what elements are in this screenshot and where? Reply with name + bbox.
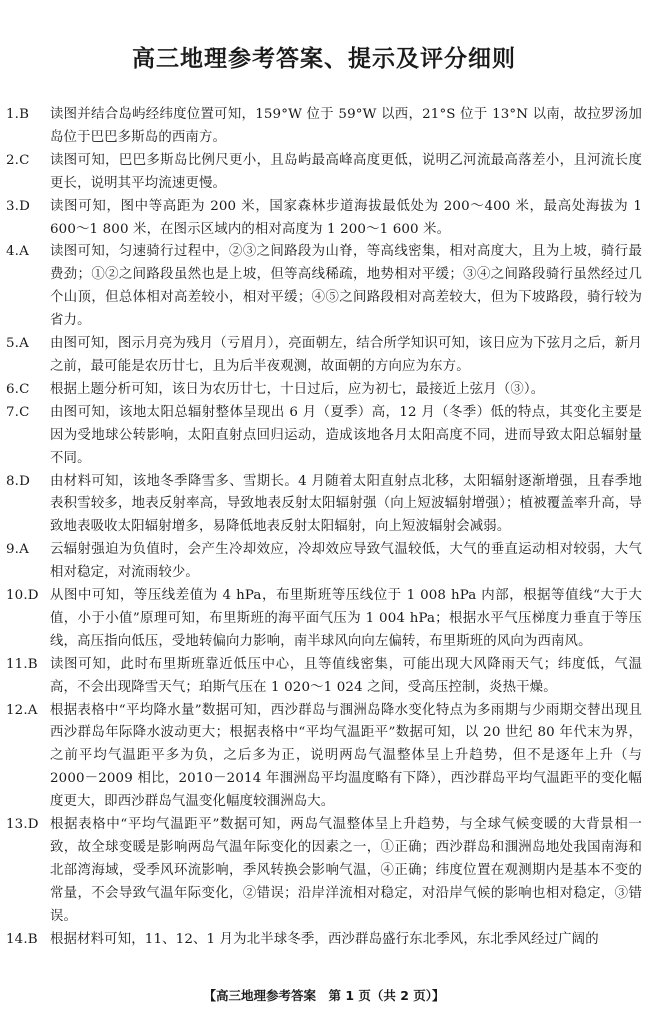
answer-number: 6.C xyxy=(6,381,30,397)
answer-explanation: 由材料可知，该地冬季降雪多、雪期长。4 月随着太阳直射点北移，太阳辐射逐渐增强，且春季地表积雪较多，地表反射率高，导致地表反射太阳辐射强（向上短波辐射增强）；植被覆盖率升高，导致地表吸收太阳辐射增多，易降低地表反射太阳辐射，向上短波辐射会减弱。 xyxy=(50,473,642,535)
page-footer: 【高三地理参考答案 第 1 页（共 2 页）】 xyxy=(203,988,445,1003)
answer-number: 9.A xyxy=(6,542,29,558)
answer-item xyxy=(6,104,642,150)
answer-number: 4.A xyxy=(6,244,29,260)
answer-explanation: 由图可知，图示月亮为残月（亏眉月），亮面朝左，结合所学知识可知，该日应为下弦月之后，新月之前，最可能是农历廿七，且为后半夜观测，故面朝的方向应为东方。 xyxy=(50,336,642,374)
answer-number: 14.B xyxy=(6,931,38,947)
answer-item xyxy=(6,814,642,929)
answer-item xyxy=(6,402,642,471)
answer-item xyxy=(6,471,642,540)
answer-item xyxy=(6,654,642,700)
answer-item xyxy=(6,585,642,654)
answer-number: 12.A xyxy=(6,702,38,718)
answer-explanation: 读图可知，匀速骑行过程中，②③之间路段为山脊，等高线密集，相对高度大，且为上坡，骑行最费劲；①②之间路段虽然也是上坡，但等高线稀疏，地势相对平缓；③④之间路段骑行虽然经过几个山顶，但总体相对高差较小，相对平缓；④⑤之间路段相对高差较大，但为下坡路段，骑行较为省力。 xyxy=(50,244,642,329)
answer-number: 1.B xyxy=(6,107,30,122)
answer-explanation: 根据表格中“平均气温距平”数据可知，两岛气温整体呈上升趋势，与全球气候变暖的大背景相一致，故全球变暖是影响两岛气温年际变化的因素之一，①正确；西沙群岛和涠洲岛地处我国南海和北部湾海域，受季风环流影响，季风转换会影响气温，④正确；纬度位置在观测期内是基本不变的常量，不会导致气温年际变化，②错误；沿岸洋流相对稳定，对沿岸气候的影响也相对稳定，③错误。 xyxy=(50,817,642,924)
answer-number: 10.D xyxy=(6,588,39,604)
answer-number: 11.B xyxy=(6,656,38,672)
answer-number: 7.C xyxy=(6,404,30,420)
answer-explanation: 云辐射强迫为负值时，会产生冷却效应，冷却效应导致气温较低，大气的垂直运动相对较弱，大气相对稳定，对流雨较少。 xyxy=(50,542,642,581)
answer-explanation: 读图并结合岛屿经纬度位置可知，159°W 位于 59°W 以西，21°S 位于 13°N 以南，故拉罗汤加岛位于巴巴多斯岛的西南方。 xyxy=(50,107,642,145)
answer-item xyxy=(6,929,642,952)
answer-item xyxy=(6,700,642,815)
answer-item xyxy=(6,539,642,585)
answer-number: 2.C xyxy=(6,152,30,168)
answer-explanation: 读图可知，此时布里斯班靠近低压中心，且等值线密集，可能出现大风降雨天气；纬度低，气温高，不会出现降雪天气；珀斯气压在 1 020～1 024 之间，受高压控制，炎热干燥。 xyxy=(50,656,642,695)
answer-item xyxy=(6,196,642,242)
answer-item xyxy=(6,150,642,196)
answer-explanation: 根据材料可知，11、12、1 月为北半球冬季，西沙群岛盛行东北季风，东北季风经过广阔的 xyxy=(50,931,599,947)
answer-explanation: 读图可知，巴巴多斯岛比例尺更小，且岛屿最高峰高度更低，说明乙河流最高落差小，且河流长度更长，说明其平均流速更慢。 xyxy=(50,152,642,191)
answer-explanation: 根据表格中“平均降水量”数据可知，西沙群岛与涠洲岛降水变化特点为多雨期与少雨期交替出现且西沙群岛年际降水波动更大；根据表格中“平均气温距平”数据可知，以 20 世纪 80 年代末为界，之前平均气温距平多为负，之后多为正，说明两岛气温整体呈上升趋势，但不是逐年上升（与 2000－2009 相比，2010－2014 年涠洲岛平均温度略有下降），西沙群岛平均气温距平的变化幅度更大，即西沙群岛气温变化幅度较涠洲岛大。 xyxy=(50,702,642,810)
answer-number: 3.D xyxy=(6,198,30,214)
answer-item xyxy=(6,241,642,333)
document-title: 高三地理参考答案、提示及评分细则 xyxy=(132,46,516,72)
answer-explanation: 从图中可知，等压线差值为 4 hPa，布里斯班等压线位于 1 008 hPa 内部，根据等值线“大于大值，小于小值”原理可知，布里斯班的海平面气压为 1 004 hPa；根据水平气压梯度力垂直于等压线，高压指向低压，受地转偏向力影响，南半球风向向左偏转，布里斯班的风向为西南风。 xyxy=(50,588,642,649)
answer-explanation: 根据上题分析可知，该日为农历廿七，十日过后，应为初七，最接近上弦月（③）。 xyxy=(50,381,545,397)
answer-item xyxy=(6,333,642,379)
answer-item xyxy=(6,379,642,402)
answer-number: 5.A xyxy=(6,336,29,352)
answer-number: 13.D xyxy=(6,817,39,833)
answer-list xyxy=(6,104,642,952)
answer-explanation: 由图可知，该地太阳总辐射整体呈现出 6 月（夏季）高，12 月（冬季）低的特点，其变化主要是因为受地球公转影响，太阳直射点回归运动，造成该地各月太阳高度不同，进而导致太阳总辐射量不同。 xyxy=(50,404,642,466)
answer-explanation: 读图可知，图中等高距为 200 米，国家森林步道海拔最低处为 200～400 米，最高处海拔为 1 600～1 800 米，在图示区域内的相对高度为 1 200～1 600 米。 xyxy=(50,198,642,237)
answer-number: 8.D xyxy=(6,473,30,489)
